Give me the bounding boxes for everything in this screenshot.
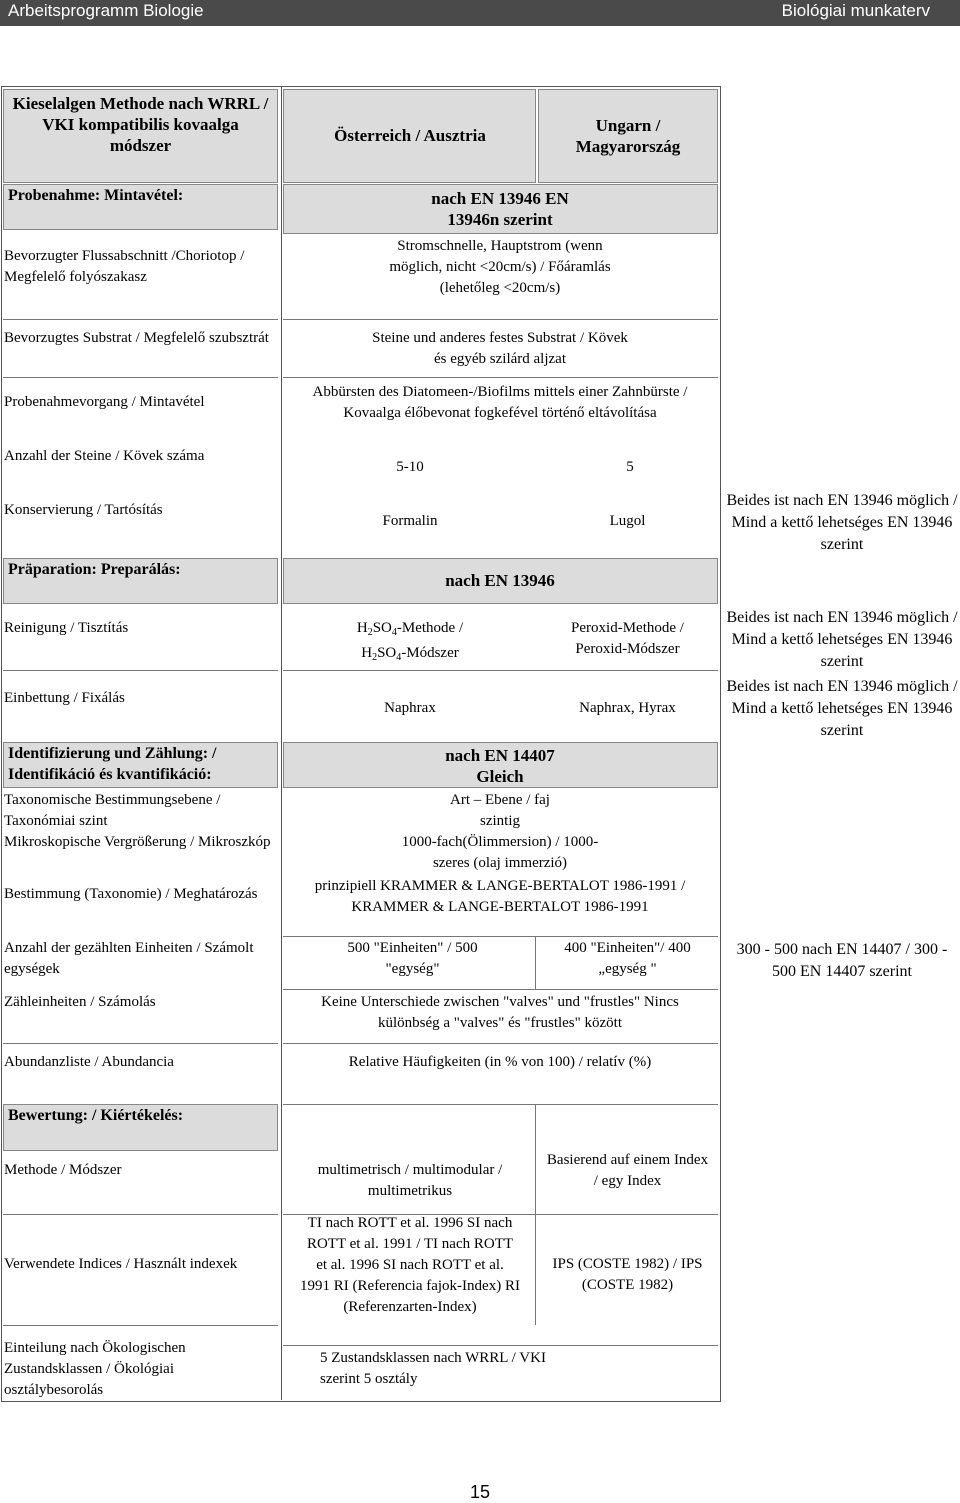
row-label-taxonomisch: Taxonomische Bestimmungsebene / Taxonómiai szint	[4, 792, 221, 829]
header-left: Arbeitsprogramm Biologie	[8, 1, 204, 20]
note-count-range: 300 - 500 nach EN 14407 / 300 - 500 EN 14407 szerint	[736, 941, 948, 980]
row-label-flussabschnitt: Bevorzugter Flussabschnitt /Choriotop / Megfelelő folyószakasz	[4, 248, 245, 285]
subscript-2: 2	[372, 652, 378, 663]
so-label: SO	[372, 620, 392, 636]
value-identifizierung: nach EN 14407 Gleich	[445, 746, 555, 786]
note-both-possible-3: Beides ist nach EN 13946 möglich / Mind a kettő lehetséges EN 13946 szerint	[726, 678, 958, 739]
row-separator	[3, 1043, 278, 1044]
value-einteilung: 5 Zustandsklassen nach WRRL / VKI szerint 5 osztály	[320, 1350, 546, 1387]
row-label-substrat: Bevorzugtes Substrat / Megfelelő szubsztrát	[4, 330, 269, 346]
subscript-4: 4	[396, 652, 402, 663]
modszer-label: -Módszer	[401, 645, 459, 661]
value-einheiten-austria: 500 "Einheiten" / 500 "egység"	[347, 940, 478, 977]
column-header-hungary: Ungarn / Magyarország	[575, 116, 681, 156]
row-separator	[283, 1104, 718, 1105]
row-label-einbettung: Einbettung / Fixálás	[4, 690, 125, 706]
row-label-mikroskop: Mikroskopische Vergrößerung / Mikroszkóp	[4, 834, 271, 850]
row-label-zaehleinheiten: Zähleinheiten / Számolás	[4, 994, 156, 1010]
value-konserv-austria: Formalin	[382, 513, 438, 529]
value-steine-hungary: 5	[626, 459, 634, 475]
shared-standard-label: nach EN 13946 EN 13946n szerint	[431, 189, 569, 229]
value-methode-hungary: Basierend auf einem Index / egy Index	[546, 1152, 709, 1189]
value-taxonomisch: Art – Ebene / faj szintig	[450, 792, 550, 829]
row-label-anzahl-einheiten: Anzahl der gezählten Einheiten / Számolt egységek	[4, 940, 254, 977]
row-separator	[283, 936, 718, 937]
row-label-abundanz: Abundanzliste / Abundancia	[4, 1054, 174, 1070]
row-separator	[283, 1345, 718, 1346]
value-indices-austria: TI nach ROTT et al. 1996 SI nach ROTT et al. 1991 / TI nach ROTT et al. 1996 SI nach ROTT et al. 1991 RI (Referencia fajok-Index) RI (Referenzarten-Index)	[300, 1215, 520, 1315]
value-mikroskop: 1000-fach(Ölimmersion) / 1000-szeres (olaj immerzió)	[401, 834, 599, 871]
value-indices-hungary: IPS (COSTE 1982) / IPS (COSTE 1982)	[552, 1256, 703, 1293]
h-label: H	[361, 645, 373, 661]
column-header-austria: Österreich / Ausztria	[334, 126, 486, 145]
methode-label: -Methode /	[396, 620, 464, 636]
value-abundanz: Relative Häufigkeiten (in % von 100) / relatív (%)	[348, 1054, 652, 1070]
value-methode-austria: multimetrisch / multimodular / multimetrikus	[317, 1162, 503, 1199]
value-einbettung-hungary: Naphrax, Hyrax	[579, 700, 676, 716]
value-reinigung-hungary: Peroxid-Methode / Peroxid-Módszer	[571, 620, 684, 657]
section-praeparation: Präparation: Preparálás:	[3, 558, 278, 604]
value-bestimmung: prinzipiell KRAMMER & LANGE-BERTALOT 1986-1991 / KRAMMER & LANGE-BERTALOT 1986-1991	[314, 878, 686, 915]
value-praeparation: nach EN 13946	[445, 571, 555, 590]
value-steine-austria: 5-10	[396, 459, 424, 475]
value-flussabschnitt: Stromschnelle, Hauptstrom (wenn möglich, nicht <20cm/s) / Főáramlás (lehetőleg <20cm/s)	[389, 238, 611, 296]
row-label-anzahl-steine: Anzahl der Steine / Kövek száma	[4, 448, 205, 464]
row-separator	[283, 319, 718, 320]
row-label-reinigung: Reinigung / Tisztítás	[4, 620, 129, 636]
row-separator	[283, 989, 718, 990]
row-separator	[3, 670, 278, 671]
page-number: 15	[469, 1482, 491, 1502]
subscript-4: 4	[391, 627, 397, 638]
row-label-bestimmung: Bestimmung (Taxonomie) / Meghatározás	[4, 886, 258, 902]
row-label-methode: Methode / Módszer	[4, 1162, 122, 1178]
note-both-possible-1: Beides ist nach EN 13946 möglich / Mind a kettő lehetséges EN 13946 szerint	[726, 492, 958, 553]
row-label-einteilung: Einteilung nach Ökologischen Zustandsklassen / Ökológiai osztálybesorolás	[4, 1340, 186, 1398]
value-vorgang: Abbürsten des Diatomeen-/Biofilms mittels einer Zahnbürste / Kovaalga élőbevonat fogkefével történő eltávolítása	[312, 384, 688, 421]
row-separator	[283, 1043, 718, 1044]
column-separator	[535, 936, 536, 989]
value-einbettung-austria: Naphrax	[384, 700, 436, 716]
header-right: Biológiai munkaterv	[781, 1, 930, 20]
row-separator	[283, 670, 718, 671]
subscript-2: 2	[367, 627, 373, 638]
row-label-konservierung: Konservierung / Tartósítás	[4, 502, 163, 518]
page-header	[0, 0, 960, 26]
row-label-indices: Verwendete Indices / Használt indexek	[4, 1256, 238, 1272]
so-label: SO	[377, 645, 397, 661]
value-substrat: Steine und anderes festes Substrat / Kövek és egyéb szilárd aljzat	[372, 330, 628, 367]
value-konserv-hungary: Lugol	[609, 513, 646, 529]
row-separator	[283, 377, 718, 378]
section-probenahme: Probenahme: Mintavétel:	[3, 184, 278, 230]
table-title: Kieselalgen Methode nach WRRL / VKI kompatibilis kovaalga módszer	[3, 89, 278, 183]
row-separator	[3, 377, 278, 378]
note-both-possible-2: Beides ist nach EN 13946 möglich / Mind a kettő lehetséges EN 13946 szerint	[726, 609, 958, 670]
section-identifizierung: Identifizierung und Zählung: / Identifikáció és kvantifikáció:	[3, 742, 278, 788]
row-separator	[3, 1325, 278, 1326]
row-separator	[3, 319, 278, 320]
row-separator	[3, 1214, 278, 1215]
section-bewertung: Bewertung: / Kiértékelés:	[3, 1104, 278, 1151]
row-label-vorgang: Probenahmevorgang / Mintavétel	[4, 394, 205, 410]
value-reinigung-austria	[320, 618, 500, 668]
value-einheiten-hungary: 400 "Einheiten"/ 400 „egység "	[564, 940, 691, 977]
h-label: H	[356, 620, 368, 636]
value-zaehleinheiten: Keine Unterschiede zwischen "valves" und "frustles" Nincs különbség a "valves" és "frustles" között	[321, 994, 679, 1031]
